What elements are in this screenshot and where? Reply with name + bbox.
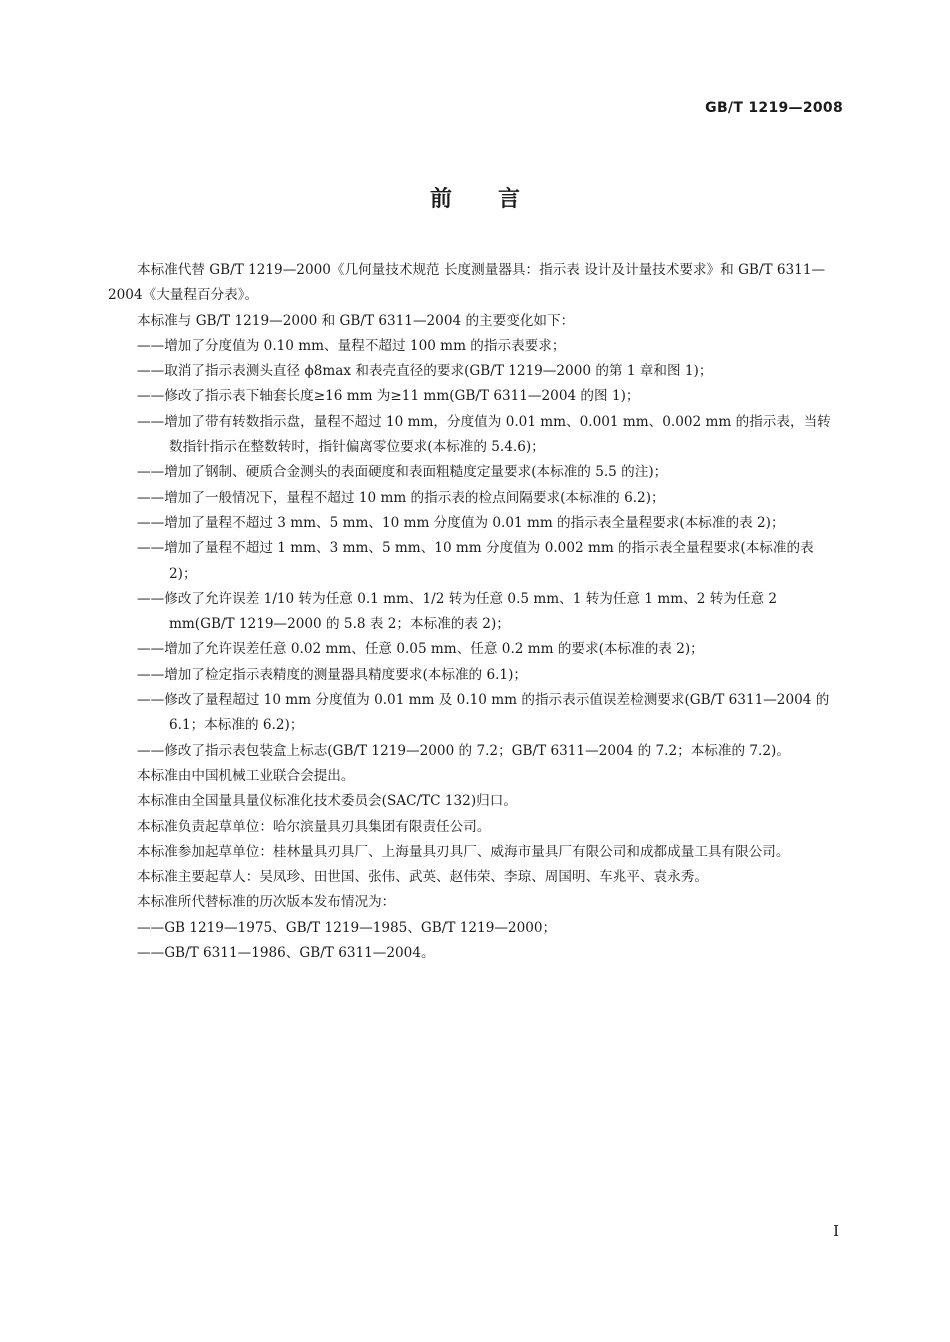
body-paragraph: 本标准由中国机械工业联合会提出。 [137,767,355,784]
change-list-item: ——增加了检定指示表精度的测量器具精度要求(本标准的 6.1)； [137,666,527,683]
change-list-item: ——GB/T 6311—1986、GB/T 6311—2004。 [137,945,435,962]
change-list-item: ——取消了指示表测头直径 ϕ8max 和表壳直径的要求(GB/T 1219—2000 的第 1 章和图 1)； [137,363,713,380]
page-title: 前言 [429,187,566,212]
change-list-item: ——增加了一般情况下，量程不超过 10 mm 的指示表的检点间隔要求(本标准的 6.2)； [137,489,665,506]
standard-number: GB/T 1219—2008 [705,100,843,116]
change-list-item: ——GB 1219—1975、GB/T 1219—1985、GB/T 1219—2000； [137,919,557,936]
document-body [108,258,843,966]
change-list-item: ——增加了量程不超过 1 mm、3 mm、5 mm、10 mm 分度值为 0.002 mm 的指示表全量程要求(本标准的表 2)； [137,540,814,582]
body-paragraph: 本标准与 GB/T 1219—2000 和 GB/T 6311—2004 的主要变化如下： [137,312,575,329]
body-paragraph: 本标准参加起草单位：桂林量具刃具厂、上海量具刃具厂、威海市量具厂有限公司和成都成量工具有限公司。 [137,843,790,860]
change-list-item: ——增加了分度值为 0.10 mm、量程不超过 100 mm 的指示表要求； [137,337,566,354]
change-list-item: ——修改了允许误差 1/10 转为任意 0.1 mm、1/2 转为任意 0.5 mm、1 转为任意 1 mm、2 转为任意 2 mm(GB/T 1219—2000 的 5.8 表 2；本标准的表 2)； [137,590,778,633]
change-list-item: ——修改了指示表下轴套长度≥16 mm 为≥11 mm(GB/T 6311—2004 的图 1)； [137,388,640,405]
change-list-item: ——增加了带有转数指示盘，量程不超过 10 mm，分度值为 0.01 mm、0.001 mm、0.002 mm 的指示表，当转数指针指示在整数转时，指针偏离零位要求(本标准的 5.4.6)； [137,413,831,456]
change-list-item: ——修改了指示表包装盒上标志(GB/T 1219—2000 的 7.2；GB/T 6311—2004 的 7.2；本标准的 7.2)。 [137,742,790,759]
change-list-item: ——增加了量程不超过 3 mm、5 mm、10 mm 分度值为 0.01 mm 的指示表全量程要求(本标准的表 2)； [137,514,785,531]
change-list-item: ——增加了允许误差任意 0.02 mm、任意 0.05 mm、任意 0.2 mm 的要求(本标准的表 2)； [137,641,704,658]
change-list-item: ——增加了钢制、硬质合金测头的表面硬度和表面粗糙度定量要求(本标准的 5.5 的注)； [137,464,668,481]
body-paragraph: 本标准负责起草单位：哈尔滨量具刃具集团有限责任公司。 [137,818,491,835]
body-paragraph: 本标准代替 GB/T 1219—2000《几何量技术规范 长度测量器具：指示表 设计及计量技术要求》和 GB/T 6311—2004《大量程百分表》。 [108,262,826,304]
body-paragraph: 本标准由全国量具量仪标准化技术委员会(SAC/TC 132)归口。 [137,793,517,810]
body-paragraph: 本标准所代替标准的历次版本发布情况为： [137,894,396,911]
change-list-item: ——修改了量程超过 10 mm 分度值为 0.01 mm 及 0.10 mm 的指示表示值误差检测要求(GB/T 6311—2004 的 6.1；本标准的 6.2)； [137,692,830,734]
body-paragraph: 本标准主要起草人：吴凤珍、田世国、张伟、武英、赵伟荣、李琼、周国明、车兆平、袁永秀。 [137,869,708,886]
page-number: I [833,1222,839,1240]
